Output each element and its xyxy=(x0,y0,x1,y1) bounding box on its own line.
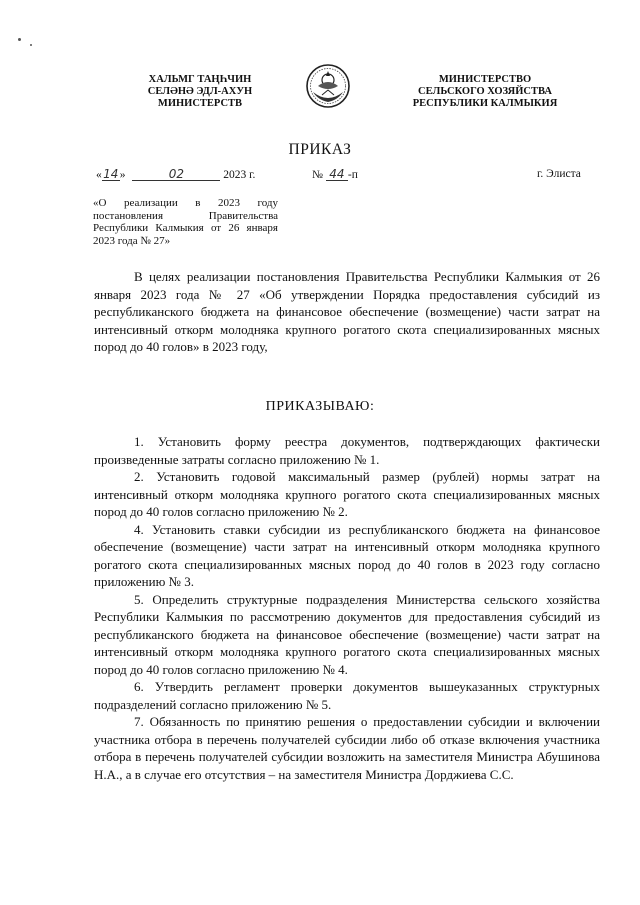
header-kalmyk-ministry-name xyxy=(120,74,280,110)
preamble xyxy=(94,268,600,356)
order-number xyxy=(312,168,358,181)
preamble-text: В целях реализации постановления Правительства Республики Калмыкия от 26 января 2023 года № 27 «Об утверждении Порядка предоставления субсидий из республиканского бюджета на финансовое обеспечение (возмещение) части затрат на интенсивный откорм молодняка крупного рогатого скота специализированных мясных пород до 40 голов» в 2023 году, xyxy=(94,269,600,354)
order-number-label: № xyxy=(312,169,323,181)
header-left-line: МИНИСТЕРСТВ xyxy=(157,98,243,109)
header-left-line: ХАЛЬМГ ТАҢҺЧИН xyxy=(148,74,252,85)
scan-speck xyxy=(18,38,21,41)
header-left-line: СЕЛӘНӘ ЭДЛ-АХУН xyxy=(147,86,253,97)
header-right-line: РЕСПУБЛИКИ КАЛМЫКИЯ xyxy=(412,98,558,109)
order-number-suffix: -п xyxy=(347,169,358,181)
order-city: г. Элиста xyxy=(537,168,581,180)
header-right-line: СЕЛЬСКОГО ХОЗЯЙСТВА xyxy=(418,86,552,97)
header-right-line: МИНИСТЕРСТВО xyxy=(438,74,532,85)
order-item: 6. Утвердить регламент проверки документов вышеуказанных структурных подразделений согласно приложению № 5. xyxy=(94,679,600,712)
order-item: 2. Установить годовой максимальный размер (рублей) нормы затрат на интенсивный откорм молодняка крупного рогатого скота специализированных мясных пород до 40 голов согласно приложению № 2. xyxy=(94,469,600,519)
order-items xyxy=(94,433,600,783)
date-day: 14 xyxy=(103,167,119,181)
scan-speck xyxy=(30,44,32,46)
date-month: 02 xyxy=(132,168,220,181)
order-item: 5. Определить структурные подразделения Министерства сельского хозяйства Республики Калмыкия по рассмотрению документов для предоставления субсидий из республиканского бюджета на финансовое обеспечение (возмещение) части затрат на интенсивный откорм молодняка крупного рогатого скота специализированных мясных пород до 40 голов согласно приложению № 4. xyxy=(94,591,600,677)
order-date xyxy=(96,168,255,181)
date-year: 2023 г. xyxy=(223,169,256,181)
orders-heading: ПРИКАЗЫВАЮ: xyxy=(265,399,375,414)
order-number-value: 44 xyxy=(326,168,348,181)
order-item: 7. Обязанность по принятию решения о предоставлении субсидии и включении участника отбора в перечень получателей субсидии либо об отказе включения участника отбора в перечень получателей субсидии возложить на заместителя Министра Абушинова Н.А., а в случае его отсутствия – на заместителя Министра Дорджиева С.С. xyxy=(94,714,600,782)
date-quote-close: » xyxy=(119,169,126,181)
kalmykia-coat-of-arms-icon xyxy=(305,62,351,110)
order-subject: «О реализации в 2023 году постановления Правительства Республики Калмыкия от 26 января 2023 года № 27» xyxy=(93,197,278,247)
order-item: 4. Установить ставки субсидии из республиканского бюджета на финансовое обеспечение (возмещение) части затрат на интенсивный откорм молодняка крупного рогатого скота специализированных мясных пород до 40 голов в 2023 году согласно приложению № 3. xyxy=(94,521,600,589)
document-title: ПРИКАЗ xyxy=(288,141,352,158)
date-quote-open: « xyxy=(96,169,102,181)
header-russian-ministry-name xyxy=(395,74,575,110)
order-item: 1. Установить форму реестра документов, подтверждающих фактически произведенные затраты согласно приложению № 1. xyxy=(94,434,600,467)
